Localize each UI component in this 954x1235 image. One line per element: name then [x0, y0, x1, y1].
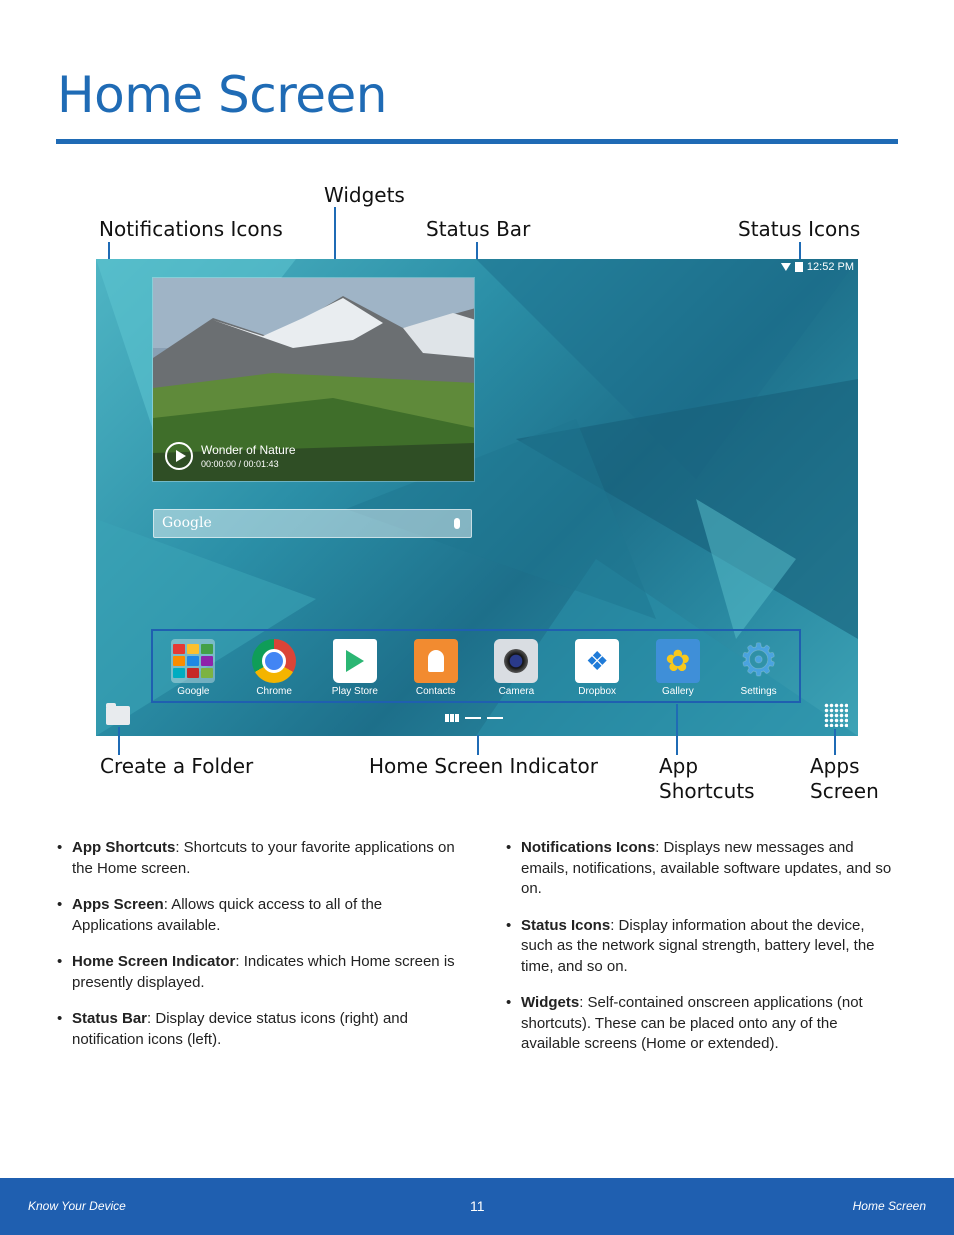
status-time: 12:52 PM: [806, 261, 854, 273]
app-label: Gallery: [662, 686, 694, 697]
leader-apps-screen: [834, 729, 836, 755]
bullet-term: Status Bar: [72, 1010, 148, 1027]
widget-title: Wonder of Nature: [201, 443, 296, 457]
leader-create-folder: [118, 727, 120, 755]
bullet-term: Home Screen Indicator: [72, 953, 236, 970]
bullet-text: : Displays new messages and emails, notifications, available software updates, and so on.: [521, 839, 892, 897]
settings-icon: [737, 639, 781, 683]
google-folder-icon: [171, 639, 215, 683]
google-search-bar[interactable]: [153, 509, 472, 538]
callout-apps-screen-line2: Screen: [810, 779, 879, 803]
contacts-icon: [414, 639, 458, 683]
app-camera[interactable]: [486, 639, 546, 697]
apps-grid-icon[interactable]: [824, 703, 848, 727]
bullet-term: Notifications Icons: [521, 839, 656, 856]
app-google[interactable]: [163, 639, 223, 697]
bullet-term: Widgets: [521, 994, 580, 1011]
bullet-text: : Display device status icons (right) and notification icons (left).: [72, 1010, 408, 1048]
app-settings[interactable]: [729, 639, 789, 697]
app-contacts[interactable]: [406, 639, 466, 697]
title-divider: [56, 139, 898, 144]
callout-notifications-icons: Notifications Icons: [99, 217, 283, 241]
app-label: Google: [177, 686, 210, 697]
bullet-item: [506, 916, 898, 978]
callout-apps-screen: [810, 754, 879, 804]
callout-app-shortcuts-line2: Shortcuts: [659, 779, 755, 803]
google-logo: Google: [162, 515, 212, 531]
bullet-term: App Shortcuts: [72, 839, 176, 856]
app-label: Contacts: [415, 686, 456, 697]
bullet-item: [57, 838, 457, 879]
microphone-icon[interactable]: [454, 518, 460, 529]
chrome-icon: [252, 639, 296, 683]
bullet-text: : Allows quick access to all of the Applications available.: [72, 896, 383, 934]
status-bar: [781, 259, 854, 275]
bullet-item: [57, 895, 457, 936]
callout-home-screen-indicator: Home Screen Indicator: [369, 754, 598, 778]
app-chrome[interactable]: [244, 639, 304, 697]
bullet-term: Status Icons: [521, 916, 611, 934]
play-button[interactable]: [165, 442, 193, 470]
app-shortcuts-dock: [151, 629, 801, 703]
play-store-icon: [333, 639, 377, 683]
wifi-icon: [781, 263, 791, 271]
callout-create-folder: Create a Folder: [100, 754, 254, 778]
video-widget[interactable]: [152, 277, 475, 482]
bullet-list-right: [506, 838, 898, 1071]
app-label: Dropbox: [578, 686, 617, 697]
bullet-term: Apps Screen: [72, 896, 164, 913]
page-dash: [465, 717, 481, 719]
tablet-home-screen: [96, 259, 858, 736]
widget-time: 00:00:00 / 00:01:43: [201, 459, 279, 469]
leader-home-indicator: [477, 735, 479, 755]
footer-chapter: Home Screen: [852, 1199, 926, 1213]
camera-icon: [494, 639, 538, 683]
callout-status-bar: Status Bar: [426, 217, 531, 241]
leader-app-shortcuts: [676, 704, 678, 755]
page-title: Home Screen: [57, 66, 387, 124]
app-label: Play Store: [331, 686, 378, 697]
home-screen-indicator[interactable]: [445, 714, 503, 722]
callout-status-icons: Status Icons: [738, 217, 861, 241]
bullet-text: : Indicates which Home screen is presently displayed.: [72, 953, 455, 991]
bullet-item: [57, 952, 457, 993]
bullet-text: : Self-contained onscreen applications (not shortcuts). These can be placed onto any of the available screens (Home or extended).: [521, 994, 863, 1052]
create-folder-icon[interactable]: [106, 706, 130, 725]
dropbox-icon: [575, 639, 619, 683]
footer-section: Know Your Device: [28, 1199, 126, 1213]
app-label: Camera: [498, 686, 535, 697]
app-gallery[interactable]: [648, 639, 708, 697]
bullet-list-left: [57, 838, 457, 1066]
app-dropbox[interactable]: [567, 639, 627, 697]
bullet-text: : Display information about the device, such as the network signal strength, battery level, the time, and so on.: [521, 916, 875, 975]
app-label: Settings: [740, 686, 777, 697]
bullet-item: [57, 1009, 457, 1050]
gallery-icon: [656, 639, 700, 683]
battery-icon: [795, 262, 803, 272]
callout-widgets: Widgets: [324, 183, 405, 207]
app-label: Chrome: [256, 686, 292, 697]
page-footer: [0, 1178, 954, 1235]
page-number: 11: [470, 1198, 485, 1214]
callout-apps-screen-line1: Apps: [810, 754, 860, 778]
callout-app-shortcuts: [659, 754, 755, 804]
home-grid-icon: [445, 714, 459, 722]
app-play-store[interactable]: [325, 639, 385, 697]
callout-app-shortcuts-line1: App: [659, 754, 699, 778]
bullet-item: [506, 838, 898, 900]
page-dash: [487, 717, 503, 719]
bullet-text: : Shortcuts to your favorite applications on the Home screen.: [72, 839, 455, 877]
bullet-item: [506, 993, 898, 1055]
